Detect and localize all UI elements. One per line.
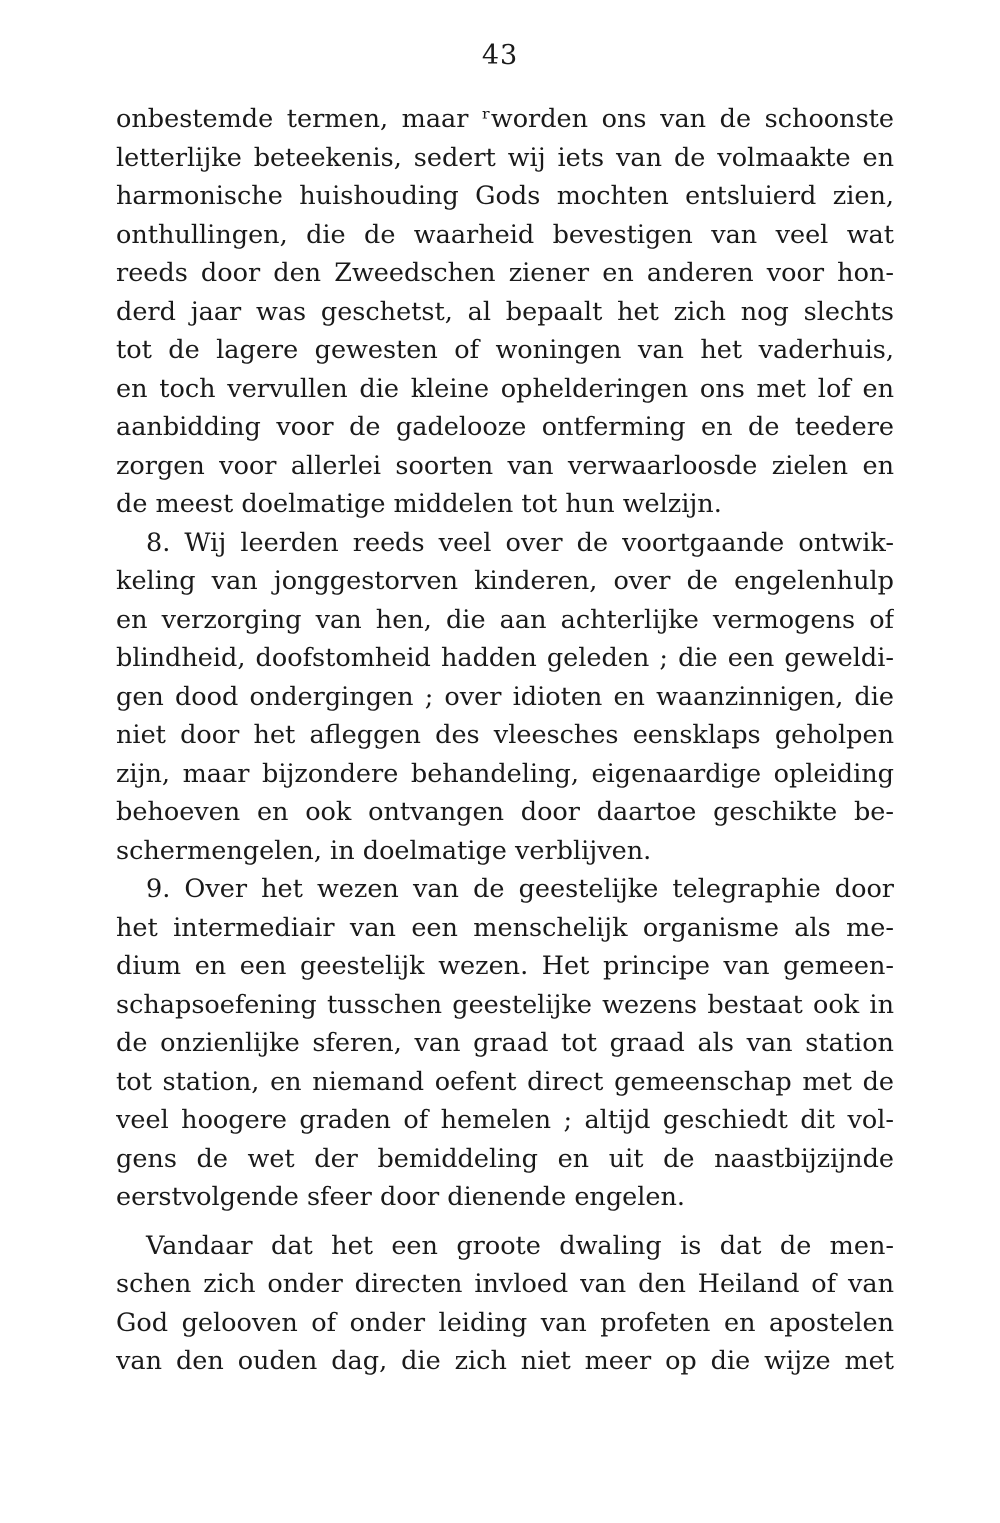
text-line: schen zich onder directen invloed van den Heiland of van [116,1269,894,1299]
text-line: tot de lagere gewesten of woningen van het vaderhuis, [116,335,894,365]
paragraph-gap [116,1217,894,1227]
text-line: Vandaar dat het een groote dwaling is dat de men- [146,1230,894,1261]
text-line: letterlijke beteekenis, sedert wij iets van de volmaakte en [116,142,894,173]
text-line: schermengelen, in doelmatige verblijven. [116,835,652,866]
text-line: onthullingen, die de waarheid bevestigen van veel wat [116,219,894,250]
text-line: tot station, en niemand oefent direct gemeenschap met de [116,1066,894,1097]
text-line: en verzorging van hen, die aan achterlijke vermogens of [116,604,894,635]
text-line: onbestemde termen, maar ʳworden ons van de schoonste [116,104,894,134]
text-line: keling van jonggestorven kinderen, over de engelenhulp [116,566,894,596]
text-line: veel hoogere graden of hemelen ; altijd geschiedt dit vol- [116,1105,894,1135]
text-line: aanbidding voor de gadelooze ontferming en de teedere [116,412,894,442]
text-line: en toch vervullen die kleine ophelderingen ons met lof en [116,373,894,404]
text-line: God gelooven of onder leiding van profeten en apostelen [116,1307,894,1338]
text-line: eerstvolgende sfeer door dienende engelen. [116,1182,686,1212]
text-line: de meest doelmatige middelen tot hun welzijn. [116,489,722,519]
page-number: 43 [481,40,519,71]
text-line: niet door het afleggen des vleesches eensklaps geholpen [116,720,894,750]
text-line: zijn, maar bijzondere behandeling, eigenaardige opleiding [116,758,894,789]
text-line: zorgen voor allerlei soorten van verwaarloosde zielen en [116,450,894,481]
body-text [116,100,894,1381]
text-line: derd jaar was geschetst, al bepaalt het zich nog slechts [116,296,894,327]
text-line: behoeven en ook ontvangen door daartoe geschikte be- [116,797,894,827]
text-line: blindheid, doofstomheid hadden geleden ; die een geweldi- [116,643,894,673]
text-line: reeds door den Zweedschen ziener en anderen voor hon- [116,258,894,288]
text-line: van den ouden dag, die zich niet meer op die wijze met [116,1346,894,1376]
text-line: de onzienlijke sferen, van graad tot graad als van station [116,1028,894,1058]
text-line: gen dood ondergingen ; over idioten en waanzinnigen, die [116,681,894,712]
text-line: gens de wet der bemiddeling en uit de naastbijzijnde [116,1143,894,1174]
text-line: 9. Over het wezen van de geestelijke telegraphie door [146,874,894,904]
text-line: dium en een geestelijk wezen. Het principe van gemeen- [116,951,894,981]
text-line: schapsoefening tusschen geestelijke wezens bestaat ook in [116,989,894,1020]
text-line: harmonische huishouding Gods mochten entsluierd zien, [116,181,894,211]
text-line: het intermediair van een menschelijk organisme als me- [116,912,894,943]
text-line: 8. Wij leerden reeds veel over de voortgaande ontwik- [146,527,894,558]
